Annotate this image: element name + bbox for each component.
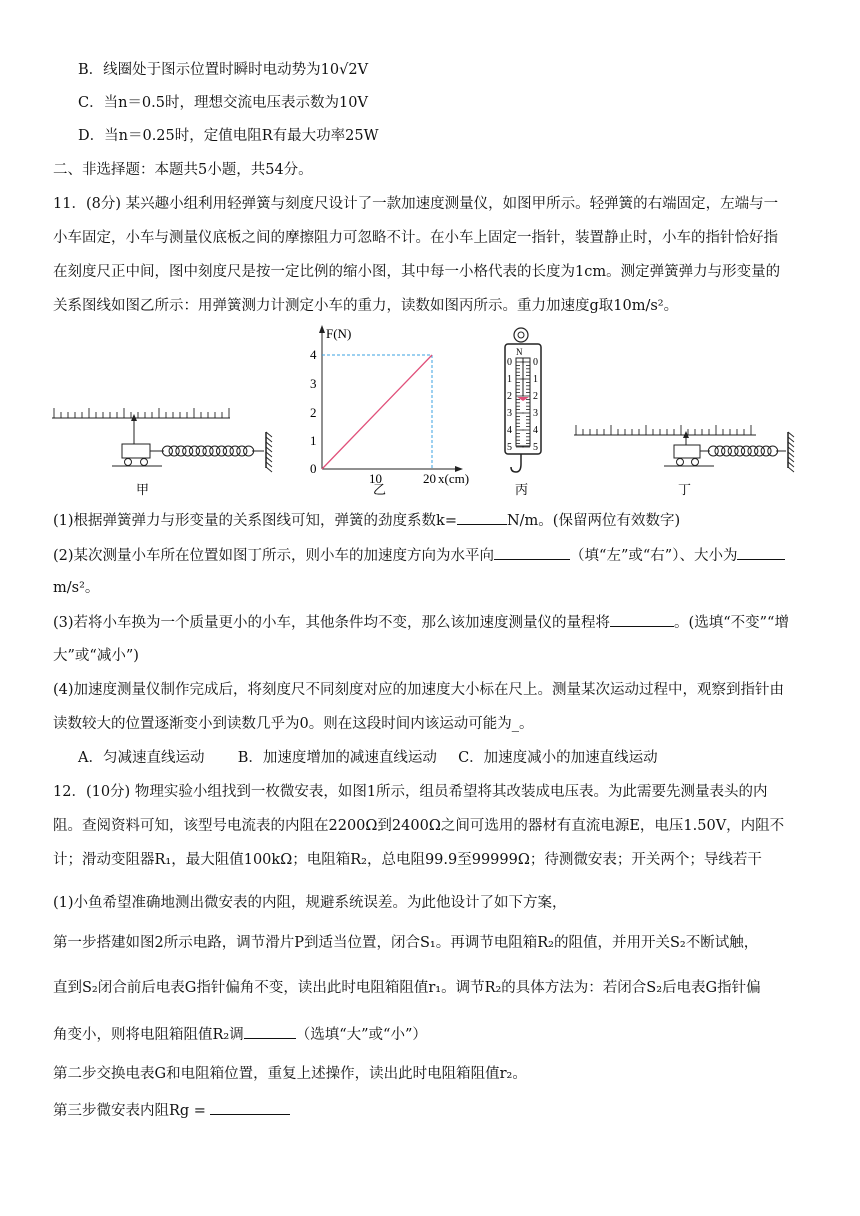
q12-line9-text: 第三步微安表内阻Rg = [53, 1103, 206, 1119]
figure-bing-spring-scale [505, 328, 541, 472]
graph-y-label: F(N) [326, 326, 352, 341]
figure-ding-apparatus [574, 425, 794, 472]
q12-line1: 12．(10分) 物理实验小组找到一枚微安表，如图1所示，组员希望将其改装成电压表。为此需要先测量表头的内 [53, 784, 768, 800]
q12-line7 [53, 1024, 427, 1045]
choice-b[interactable]: B．加速度增加的减速直线运动 [237, 750, 437, 766]
option-d: D．当n＝0.25时，定值电阻R有最大功率25W [78, 128, 379, 144]
q12-line9 [53, 1100, 290, 1121]
scale-right-0: 0 [533, 357, 538, 368]
q12-line8: 第二步交换电表G和电阻箱位置，重复上述操作，读出此时电阻箱阻值r₂。 [53, 1066, 527, 1082]
q11-sub2-unit: m/s²。 [53, 580, 100, 596]
scale-left-4: 4 [507, 425, 512, 436]
q11-sub1-text: (1)根据弹簧弹力与形变量的关系图线可知，弹簧的劲度系数k= [53, 513, 457, 529]
scale-left-2: 2 [507, 391, 512, 402]
choice-c[interactable]: C．加速度减小的加速直线运动 [458, 750, 658, 766]
scale-left-1: 1 [507, 374, 512, 385]
scale-right-5: 5 [533, 442, 538, 453]
option-b: B．线圈处于图示位置时瞬时电动势为10√2V [78, 62, 369, 78]
figure-yi-graph [310, 325, 469, 486]
q12-line7-text-a: 角变小，则将电阻箱阻值R₂调 [53, 1027, 244, 1043]
caption-bing: 丙 [515, 482, 529, 497]
q12-line7-text-b: （选填“大”或“小”） [295, 1027, 427, 1043]
q11-sub4-a: (4)加速度测量仪制作完成后，将刻度尺不同刻度对应的加速度大小标在尺上。测量某次运动过程中，观察到指针由 [53, 682, 785, 698]
q11-sub2-text-b: （填“左”或“右”）、大小为 [570, 548, 738, 564]
q12-line4: (1)小鱼希望准确地测出微安表的内阻，规避系统误差。为此他设计了如下方案， [53, 895, 567, 911]
graph-y-tick-1: 1 [310, 433, 317, 448]
scale-right-2: 2 [533, 391, 538, 402]
scale-right-3: 3 [533, 408, 538, 419]
answer-blank-k[interactable] [457, 510, 507, 525]
q11-sub1-end: N/m。(保留两位有效数字) [506, 513, 681, 529]
q11-intro-2: 小车固定，小车与测量仪底板之间的摩擦阻力可忽略不计。在小车上固定一指针，装置静止时，小车的指针恰好指 [53, 230, 778, 246]
option-c: C．当n＝0.5时，理想交流电压表示数为10V [78, 95, 368, 111]
scale-left-5: 5 [507, 442, 512, 453]
scale-left-0: 0 [507, 357, 512, 368]
answer-blank-rg[interactable] [210, 1100, 290, 1115]
caption-ding: 丁 [678, 482, 692, 497]
answer-blank-magnitude[interactable] [737, 545, 785, 560]
scale-right-1: 1 [533, 374, 538, 385]
q11-sub2 [53, 545, 785, 566]
q11-sub4-b: 读数较大的位置逐渐变小到读数几乎为0。则在这段时间内该运动可能为_。 [53, 716, 534, 732]
caption-yi: 乙 [373, 482, 387, 497]
choice-a[interactable]: A．匀减速直线运动 [78, 750, 205, 766]
q11-figures-svg [50, 322, 810, 502]
figure-jia-apparatus [52, 408, 272, 472]
q11-sub2-text-a: (2)某次测量小车所在位置如图丁所示，则小车的加速度方向为水平向 [53, 548, 495, 564]
graph-y-tick-0: 0 [310, 461, 317, 476]
answer-blank-adjust[interactable] [244, 1024, 296, 1039]
q11-choices [78, 748, 658, 768]
q12-line3: 计；滑动变阻器R₁，最大阻值100kΩ；电阻箱R₂，总电阻99.9至99999Ω；待测微安表；开关两个；导线若干 [53, 852, 762, 868]
q11-intro-1: 11．(8分) 某兴趣小组利用轻弹簧与刻度尺设计了一款加速度测量仪，如图甲所示。轻弹簧的右端固定，左端与一 [53, 196, 779, 212]
q12-line6: 直到S₂闭合前后电表G指针偏角不变，读出此时电阻箱阻值r₁。调节R₂的具体方法为：若闭合S₂后电表G指针偏 [53, 980, 761, 996]
q12-line2: 阻。查阅资料可知，该型号电流表的内阻在2200Ω到2400Ω之间可选用的器材有直流电源E，电压1.50V，内阻不 [53, 818, 785, 834]
q11-figures [50, 322, 810, 502]
q12-line5: 第一步搭建如图2所示电路，调节滑片P到适当位置，闭合S₁。再调节电阻箱R₂的阻值，并用开关S₂不断试触， [53, 935, 759, 951]
section-title: 二、非选择题：本题共5小题，共54分。 [53, 162, 313, 178]
graph-y-tick-4: 4 [310, 347, 317, 362]
q11-sub3-text-b: 。(选填“不变”“增 [674, 615, 789, 631]
graph-x-tick-20: 20 [423, 471, 436, 486]
graph-y-tick-3: 3 [310, 376, 317, 391]
answer-blank-range[interactable] [610, 612, 674, 627]
q11-sub3-cont: 大”或“减小”) [53, 648, 139, 664]
q11-sub1 [53, 510, 680, 531]
answer-blank-direction[interactable] [494, 545, 570, 560]
caption-jia: 甲 [136, 482, 150, 497]
graph-line [322, 355, 432, 469]
graph-y-tick-2: 2 [310, 405, 317, 420]
q11-sub3-text-a: (3)若将小车换为一个质量更小的小车，其他条件均不变，那么该加速度测量仪的量程将 [53, 615, 611, 631]
graph-x-tick-10: 10 [369, 471, 382, 486]
q11-sub3 [53, 612, 789, 633]
scale-left-3: 3 [507, 408, 512, 419]
graph-x-label: x(cm) [438, 471, 470, 486]
q11-intro-4: 关系图线如图乙所示：用弹簧测力计测定小车的重力，读数如图丙所示。重力加速度g取10m/s²。 [53, 298, 679, 314]
scale-right-4: 4 [533, 425, 538, 436]
q11-intro-3: 在刻度尺正中间，图中刻度尺是按一定比例的缩小图，其中每一小格代表的长度为1cm。测定弹簧弹力与形变量的 [53, 264, 781, 280]
scale-unit: N [516, 347, 523, 357]
